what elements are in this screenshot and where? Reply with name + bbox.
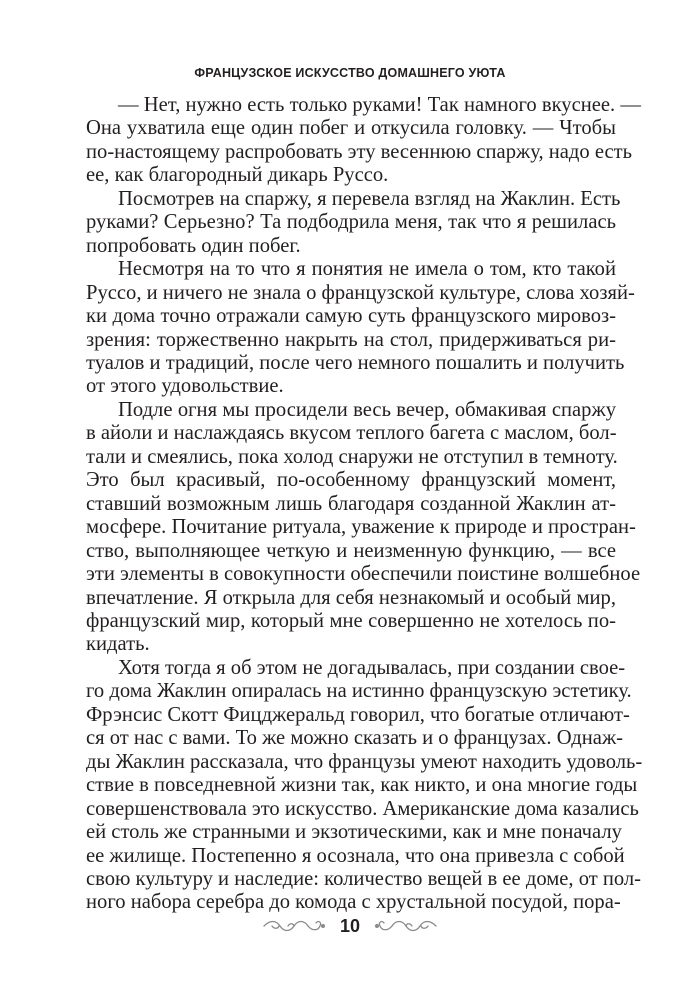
text-line: Она ухватила еще один побег и откусила головку. — Чтобы bbox=[86, 117, 616, 140]
text-line: ного набора серебра до комода с хрустальной посудой, пора- bbox=[86, 891, 621, 914]
text-line: кидать. bbox=[86, 633, 150, 656]
paragraph bbox=[86, 94, 641, 188]
text-line: го дома Жаклин опиралась на истинно французскую эстетику. bbox=[86, 680, 632, 703]
text-line: тали и смеялись, пока холод снаружи не отступил в темноту. bbox=[86, 445, 618, 468]
paragraph bbox=[86, 656, 643, 915]
paragraph bbox=[86, 258, 635, 399]
text-line: французский мир, который мне совершенно не хотелось по- bbox=[86, 609, 616, 632]
body-text bbox=[86, 94, 643, 915]
text-line: мосфере. Почитание ритуала, уважение к природе и простран- bbox=[86, 516, 636, 539]
text-line: — Нет, нужно есть только руками! Так намного вкуснее. — bbox=[118, 94, 641, 116]
text-line: ставший возможным лишь благодаря созданной Жаклин ат- bbox=[86, 492, 616, 515]
page-footer bbox=[0, 914, 700, 938]
text-line: свою культуру и наследие: количество вещей в ее доме, от пол- bbox=[86, 867, 642, 890]
page-number: 10 bbox=[339, 915, 361, 936]
text-line: ство, выполняющее четкую и неизменную функцию, — все bbox=[86, 539, 616, 562]
text-line: по-настоящему распробовать эту весеннюю спаржу, надо есть bbox=[86, 140, 633, 163]
text-line: попробовать один побег. bbox=[86, 234, 301, 257]
text-line: совершенствовала это искусство. Американские дома казались bbox=[86, 797, 639, 820]
text-line: ся от нас с вами. То же можно сказать и о французах. Однаж- bbox=[86, 727, 624, 750]
text-line: в айоли и наслаждаясь вкусом теплого багета с маслом, бол- bbox=[86, 422, 617, 445]
text-line: Хотя тогда я об этом не догадывалась, при создании свое- bbox=[118, 656, 626, 679]
text-line: туалов и традиций, после чего немного пошалить и получить bbox=[86, 351, 625, 374]
text-line: Несмотря на то что я понятия не имела о том, кто такой bbox=[118, 258, 616, 281]
text-line: от этого удовольствие. bbox=[86, 375, 284, 398]
text-line: впечатление. Я открыла для себя незнакомый и особый мир, bbox=[86, 586, 616, 609]
text-line: Руссо, и ничего не знала о французской культуре, слова хозяй- bbox=[86, 281, 635, 304]
text-line: Посмотрев на спаржу, я перевела взгляд на Жаклин. Есть bbox=[118, 187, 621, 210]
text-line: ее жилище. Постепенно я осознала, что она привезла с собой bbox=[86, 844, 625, 867]
text-line: ствие в повседневной жизни так, как никто, и она многие годы bbox=[86, 774, 638, 797]
paragraph bbox=[86, 187, 621, 258]
text-line: Фрэнсис Скотт Фицджеральд говорил, что богатые отличают- bbox=[86, 703, 630, 726]
flourish-ornament-icon bbox=[374, 917, 438, 935]
text-line: ды Жаклин рассказала, что французы умеют находить удоволь- bbox=[86, 750, 643, 773]
text-line: ей столь же странными и экзотическими, как и мне поначалу bbox=[86, 821, 622, 844]
running-head: ФРАНЦУЗСКОЕ ИСКУССТВО ДОМАШНЕГО УЮТА bbox=[194, 66, 506, 80]
text-line: эти элементы в совокупности обеспечили поистине волшебное bbox=[86, 563, 641, 586]
text-line: ее, как благородный дикарь Руссо. bbox=[86, 164, 389, 187]
text-line: Это был красивый, по-особенному французский момент, bbox=[86, 469, 616, 492]
paragraph bbox=[86, 398, 641, 657]
text-line: зрения: торжественно накрыть на стол, придерживаться ри- bbox=[86, 328, 616, 351]
text-line: руками? Серьезно? Та подбодрила меня, так что я решилась bbox=[86, 211, 616, 234]
flourish-ornament-icon bbox=[262, 917, 326, 935]
text-line: Подле огня мы просидели весь вечер, обмакивая спаржу bbox=[118, 398, 616, 421]
text-line: ки дома точно отражали самую суть французского мировоз- bbox=[86, 305, 616, 328]
